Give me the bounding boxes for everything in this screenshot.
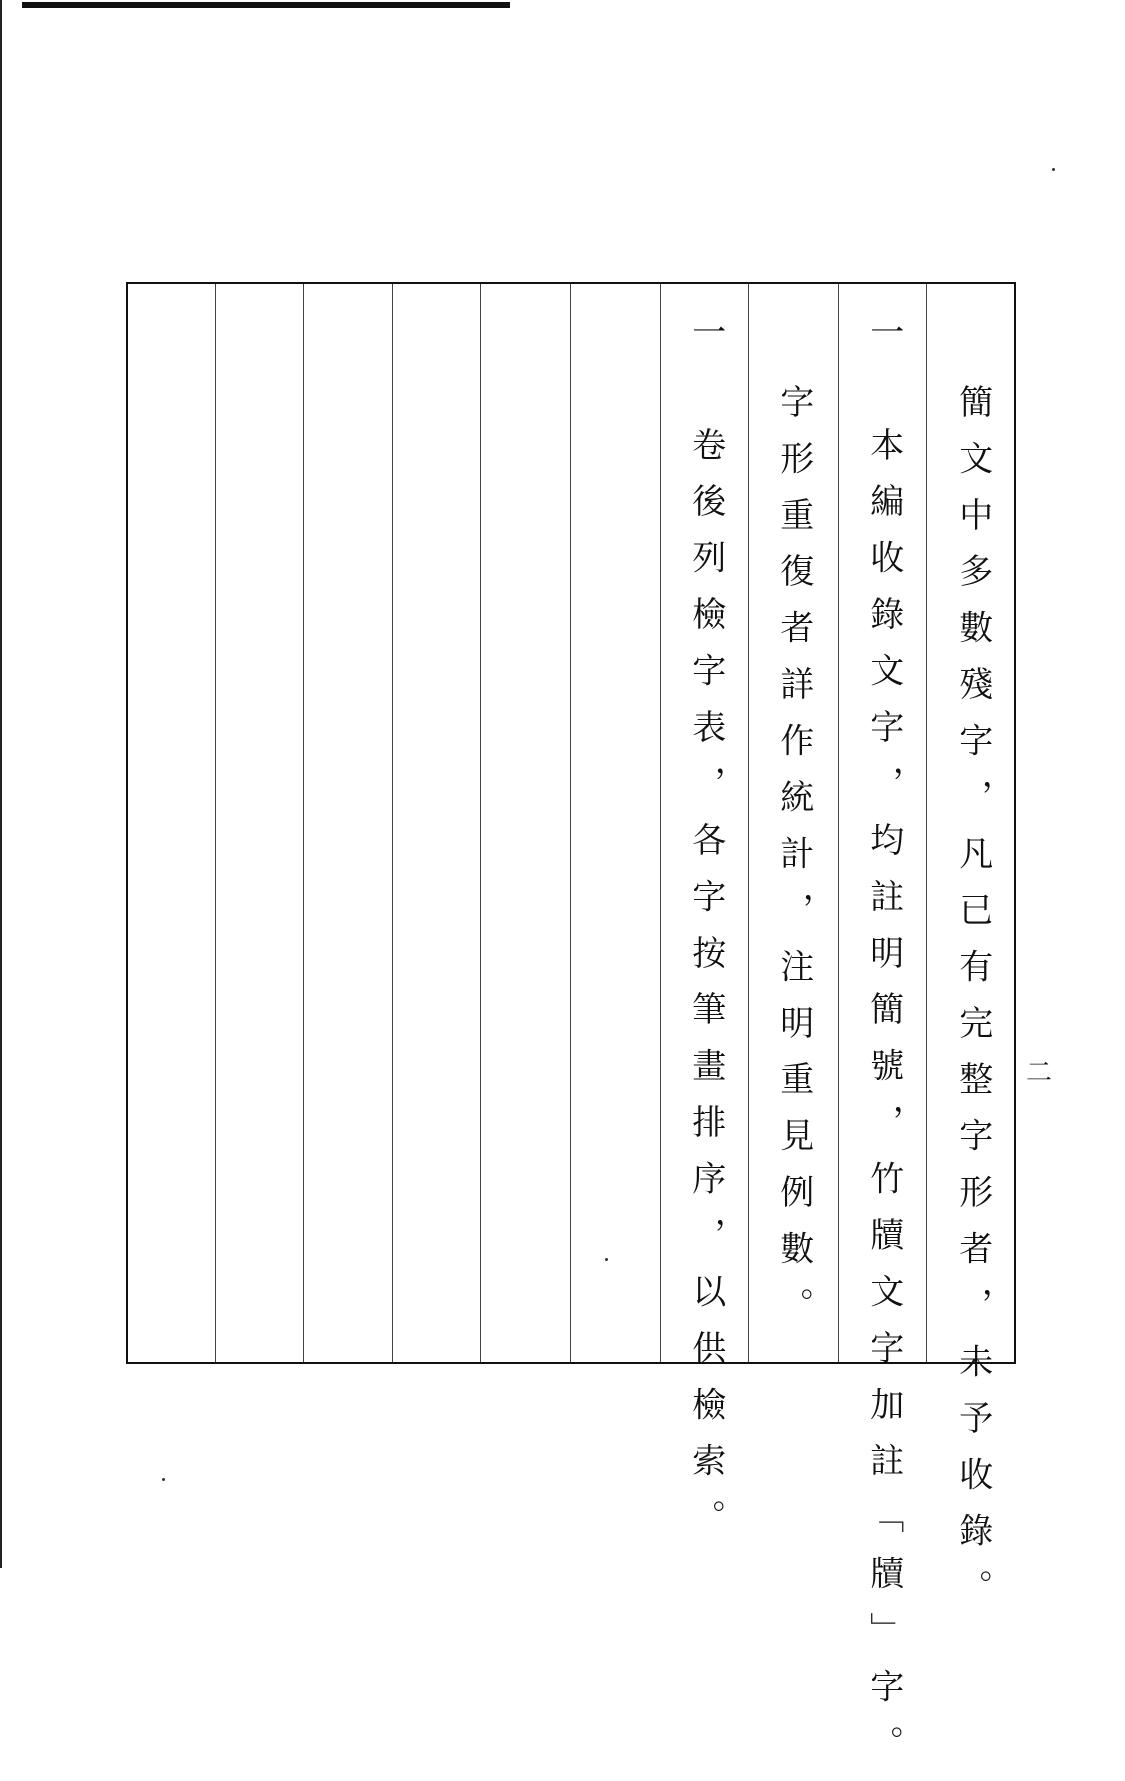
scan-speck <box>162 1478 165 1481</box>
column-4-text: 一 卷後列檢字表，各字按筆畫排序，以供檢索。 <box>685 314 726 1556</box>
text-column-2 <box>839 284 927 1781</box>
page-left-edge <box>0 0 2 1568</box>
scan-speck <box>605 1258 608 1261</box>
page-number: 二 <box>1026 1058 1053 1088</box>
top-rule <box>22 2 510 8</box>
column-3-text: 字形重復者詳作統計，注明重見例數。 <box>773 384 814 1344</box>
column-rule <box>303 284 304 1362</box>
column-rule <box>392 284 393 1362</box>
scan-speck <box>1052 168 1055 171</box>
column-1-text: 簡文中多數殘字，凡已有完整字形者，未予收錄。 <box>952 384 993 1626</box>
column-rule <box>215 284 216 1362</box>
text-column-1 <box>928 284 1016 1626</box>
text-column-3 <box>749 284 837 1362</box>
column-2-text: 一 本編收錄文字，均註明簡號，竹牘文字加註「牘」字。 <box>863 314 904 1781</box>
column-rule <box>570 284 571 1362</box>
column-rule <box>480 284 481 1362</box>
ruled-column-frame <box>126 282 1016 1781</box>
text-column-4 <box>661 284 749 1556</box>
